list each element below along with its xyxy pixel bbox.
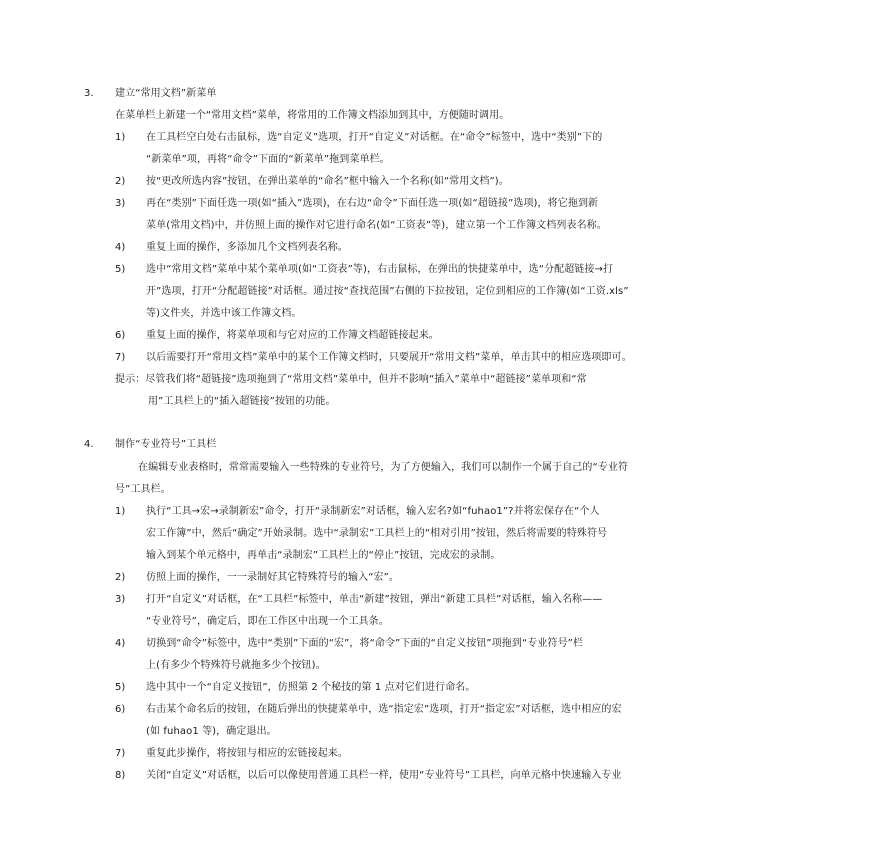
step-text: 重复此步操作，将按钮与相应的宏链接起来。 bbox=[146, 748, 348, 759]
step-number: 5) bbox=[115, 682, 126, 693]
step-text: 执行“工具→宏→录制新宏”命令，打开“录制新宏”对话框，输入宏名?如“fuhao1”?并将宏保存在“个人 bbox=[146, 506, 600, 517]
step-text: 等)文件夹，并选中该工作簿文档。 bbox=[146, 308, 302, 319]
step-text: “新菜单”项，再将“命令”下面的“新菜单”拖到菜单栏。 bbox=[146, 154, 390, 165]
step-text: 宏工作簿”中，然后“确定”开始录制。选中“录制宏”工具栏上的“相对引用”按钮，然后将需要的特殊符号 bbox=[146, 528, 608, 539]
section-intro: 在编辑专业表格时，常常需要输入一些特殊的专业符号，为了方便输入，我们可以制作一个属于自己的“专业符 bbox=[138, 462, 629, 473]
step-number: 1) bbox=[115, 506, 126, 517]
step-number: 7) bbox=[115, 352, 126, 363]
step-number: 6) bbox=[115, 704, 126, 715]
step-text: 菜单(常用文档)中，并仿照上面的操作对它进行命名(如“工资表”等)，建立第一个工作簿文档列表名称。 bbox=[146, 220, 607, 231]
step-text: “专业符号”，确定后，即在工作区中出现一个工具条。 bbox=[146, 616, 389, 627]
step-number: 4) bbox=[115, 638, 126, 649]
tip-text: 提示：尽管我们将“超链接”选项拖到了“常用文档”菜单中，但并不影响“插入”菜单中“超链接”菜单项和“常 bbox=[115, 374, 587, 385]
step-text: 以后需要打开“常用文档”菜单中的某个工作簿文档时，只要展开“常用文档”菜单，单击其中的相应选项即可。 bbox=[146, 352, 632, 363]
section-number: 3. bbox=[84, 88, 94, 99]
step-text: 选中其中一个“自定义按钮”，仿照第 2 个秘技的第 1 点对它们进行命名。 bbox=[146, 682, 476, 693]
section-intro: 号”工具栏。 bbox=[115, 484, 171, 495]
step-number: 2) bbox=[115, 572, 126, 583]
step-text: 重复上面的操作，多添加几个文档列表名称。 bbox=[146, 242, 348, 253]
section-number: 4. bbox=[84, 439, 94, 450]
step-number: 1) bbox=[115, 132, 126, 143]
step-number: 5) bbox=[115, 264, 126, 275]
step-number: 6) bbox=[115, 330, 126, 341]
step-number: 8) bbox=[115, 770, 126, 781]
step-text: 打开“自定义”对话框，在“工具栏”标签中，单击“新建”按钮，弹出“新建工具栏”对话框，输入名称—— bbox=[146, 594, 603, 605]
step-text: 在工具栏空白处右击鼠标，选“自定义”选项，打开“自定义”对话框。在“命令”标签中，选中“类别”下的 bbox=[146, 132, 603, 143]
step-text: 重复上面的操作，将菜单项和与它对应的工作簿文档超链接起来。 bbox=[146, 330, 439, 341]
step-text: 按“更改所选内容”按钮，在弹出菜单的“命名”框中输入一个名称(如“常用文档”)。 bbox=[146, 176, 509, 187]
tip-text: 用”工具栏上的“插入超链接”按钮的功能。 bbox=[148, 396, 336, 407]
step-text: 上(有多少个特殊符号就拖多少个按钮)。 bbox=[146, 660, 326, 671]
step-text: 选中“常用文档”菜单中某个菜单项(如“工资表”等)，右击鼠标，在弹出的快捷菜单中，选“分配超链接→打 bbox=[146, 264, 614, 275]
section-title: 制作“专业符号”工具栏 bbox=[115, 439, 217, 450]
section-title: 建立“常用文档”新菜单 bbox=[115, 88, 217, 99]
step-text: 关闭“自定义”对话框，以后可以像使用普通工具栏一样，使用“专业符号”工具栏，向单元格中快速输入专业 bbox=[146, 770, 622, 781]
step-number: 2) bbox=[115, 176, 126, 187]
step-text: 再在“类别”下面任选一项(如“插入”选项)，在右边“命令”下面任选一项(如“超链接”选项)，将它拖到新 bbox=[146, 198, 599, 209]
step-number: 4) bbox=[115, 242, 126, 253]
step-text: 右击某个命名后的按钮，在随后弹出的快捷菜单中，选“指定宏”选项，打开“指定宏”对话框，选中相应的宏 bbox=[146, 704, 622, 715]
step-text: (如 fuhao1 等)，确定退出。 bbox=[146, 726, 277, 737]
step-text: 切换到“命令”标签中，选中“类别”下面的“宏”，将“命令”下面的“自定义按钮”项拖到“专业符号”栏 bbox=[146, 638, 584, 649]
step-number: 7) bbox=[115, 748, 126, 759]
step-number: 3) bbox=[115, 594, 126, 605]
step-text: 开”选项，打开“分配超链接”对话框。通过按“查找范围”右侧的下拉按钮，定位到相应的工作簿(如“工资.xls” bbox=[146, 286, 629, 297]
section-intro: 在菜单栏上新建一个“常用文档”菜单，将常用的工作簿文档添加到其中，方便随时调用。 bbox=[115, 110, 510, 121]
step-number: 3) bbox=[115, 198, 126, 209]
step-text: 仿照上面的操作，一一录制好其它特殊符号的输入“宏”。 bbox=[146, 572, 399, 583]
step-text: 输入到某个单元格中，再单击“录制宏”工具栏上的“停止”按钮，完成宏的录制。 bbox=[146, 550, 501, 561]
